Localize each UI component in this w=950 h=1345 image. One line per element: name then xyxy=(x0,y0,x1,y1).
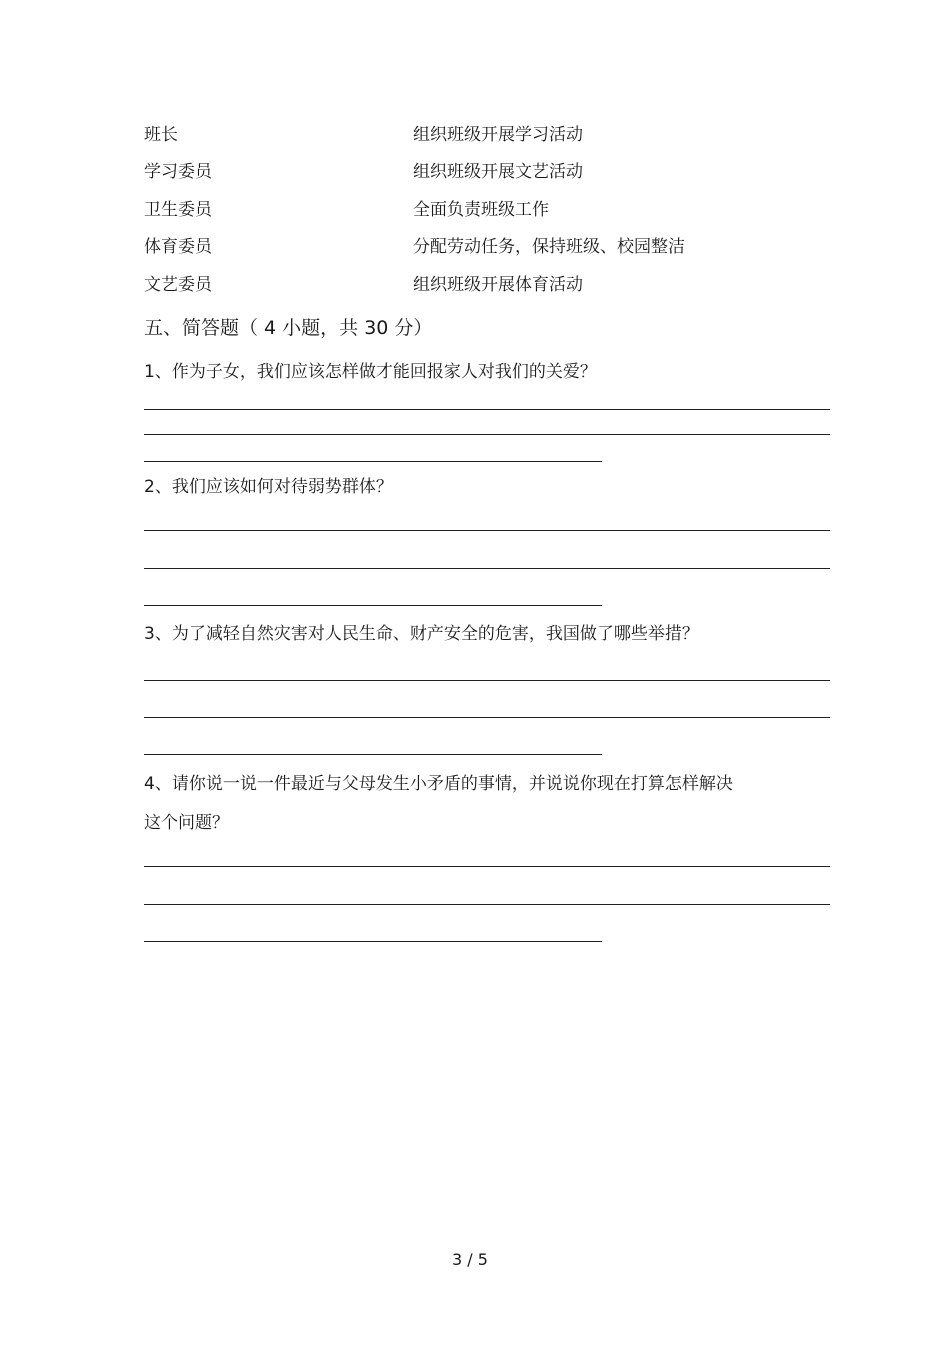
duty-item: 组织班级开展体育活动 xyxy=(413,275,583,295)
answer-line[interactable] xyxy=(144,461,602,462)
question-2: 2、我们应该如何对待弱势群体？ xyxy=(144,477,393,497)
answer-line[interactable] xyxy=(144,866,830,867)
question-4-line1: 4、请你说一说一件最近与父母发生小矛盾的事情，并说说你现在打算怎样解决 xyxy=(144,774,733,794)
role-item: 班长 xyxy=(144,125,178,145)
answer-line[interactable] xyxy=(144,717,830,718)
duty-item: 组织班级开展文艺活动 xyxy=(413,162,583,182)
answer-line[interactable] xyxy=(144,568,830,569)
question-4-line2: 这个问题？ xyxy=(144,813,229,833)
answer-line[interactable] xyxy=(144,434,830,435)
duty-item: 全面负责班级工作 xyxy=(413,200,549,220)
answer-line[interactable] xyxy=(144,409,830,410)
question-1: 1、作为子女，我们应该怎样做才能回报家人对我们的关爱？ xyxy=(144,362,597,382)
role-item: 卫生委员 xyxy=(144,200,212,220)
role-item: 文艺委员 xyxy=(144,275,212,295)
answer-line[interactable] xyxy=(144,904,830,905)
page-number: 3 / 5 xyxy=(452,1250,488,1269)
answer-line[interactable] xyxy=(144,754,602,755)
duty-item: 组织班级开展学习活动 xyxy=(413,125,583,145)
duty-item: 分配劳动任务，保持班级、校园整洁 xyxy=(413,237,685,257)
role-item: 体育委员 xyxy=(144,237,212,257)
answer-line[interactable] xyxy=(144,941,602,942)
role-item: 学习委员 xyxy=(144,162,212,182)
question-3: 3、为了减轻自然灾害对人民生命、财产安全的危害，我国做了哪些举措？ xyxy=(144,624,699,644)
answer-line[interactable] xyxy=(144,530,830,531)
answer-line[interactable] xyxy=(144,605,602,606)
answer-line[interactable] xyxy=(144,680,830,681)
section-title: 五、简答题（ 4 小题，共 30 分） xyxy=(144,317,433,339)
